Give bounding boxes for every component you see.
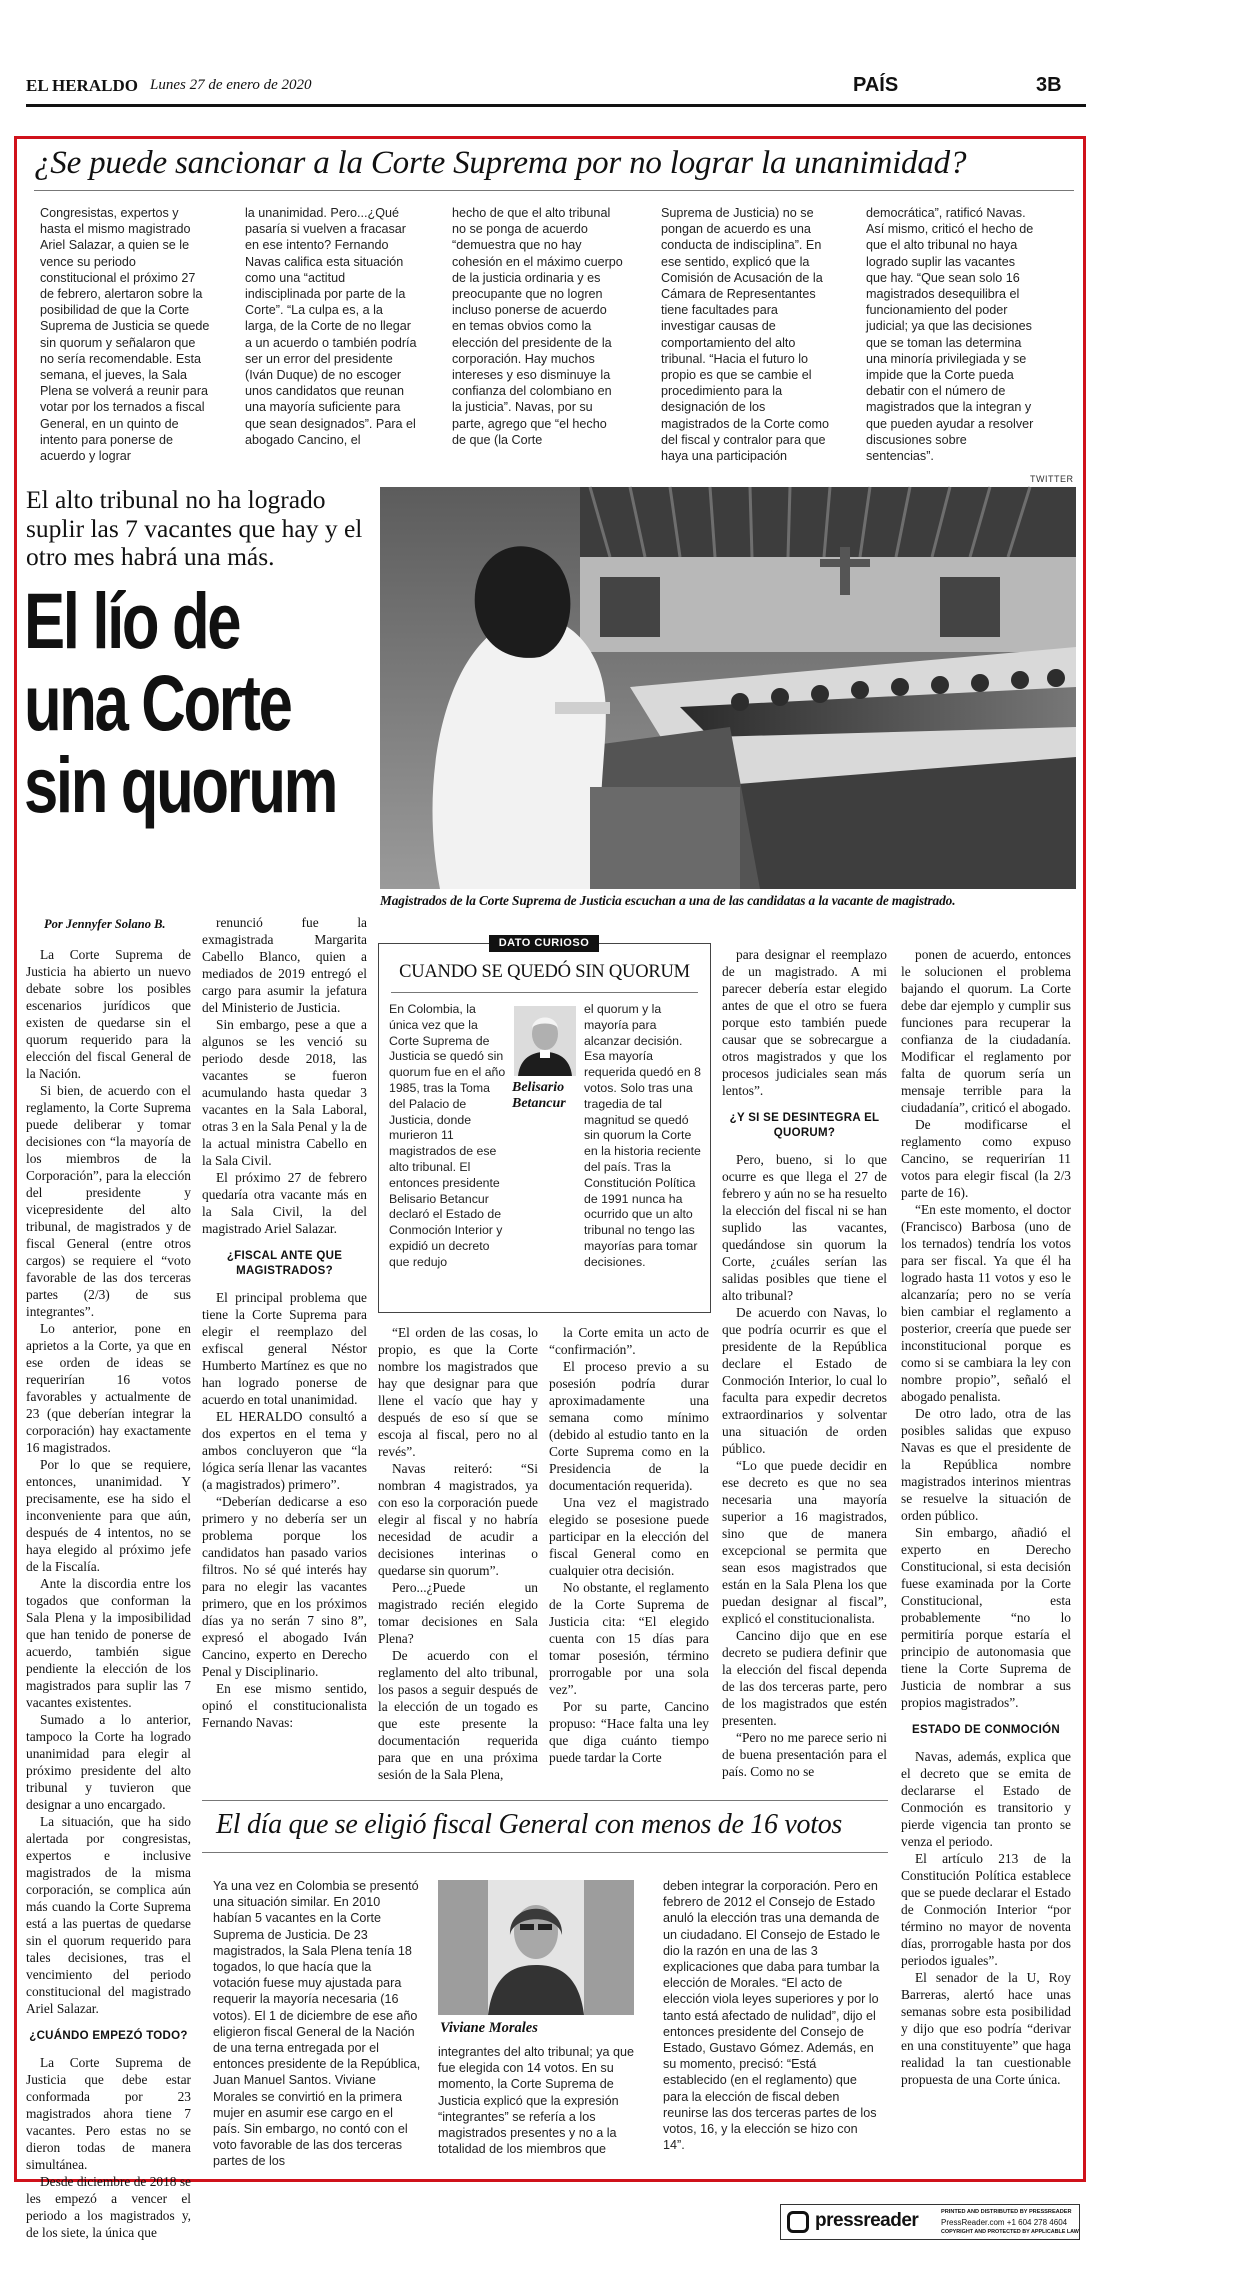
body-col-6 xyxy=(901,946,1071,2168)
top-headline-rule xyxy=(34,190,1074,191)
paragraph: Sin embargo, pese a que a algunos se les venció su periodo desde 2018, las vacantes se fueron acumulando hasta quedar 3 vacantes en la Sala Laboral, otras 3 en la Sala Penal y la de la actual ministra Cabello en la Sala Civil. xyxy=(202,1017,367,1168)
bottom-col-1 xyxy=(213,1878,421,2168)
paragraph: El senador de la U, Roy Barreras, alertó hace unas semanas sobre esta posibilidad y dijo que eso podría “derivar en una constituyente” que haga realidad la tan cuestionable propuesta de una Corte única. xyxy=(901,1970,1071,2087)
body-col-3 xyxy=(378,1324,538,1784)
photo-credit: TWITTER xyxy=(1030,474,1074,484)
paragraph: El principal problema que tiene la Corte Suprema para elegir el reemplazo del exfiscal general Néstor Humberto Martínez es que no han logrado ponerse de acuerdo en total unanimidad. xyxy=(202,1290,367,1407)
bottom-text: deben integrar la corporación. Pero en febrero de 2012 el Consejo de Estado anuló la elección tras una demanda de un ciudadano. El Consejo de Estado le dio la razón en una de las 3 explicaciones que daba para tumbar la elección de Morales. “El acto de elección viola leyes superiores y por lo tanto está afectado de nulidad”, dijo el entonces presidente del Consejo de Estado, Gustavo Gómez. Además, en su momento, precisó: “Está establecido (en el reglamento) que para la elección de fiscal deben reunirse las dos terceras partes de los votos, 16, y la elección se hizo con 14”. xyxy=(663,1879,881,2153)
top-story-col-3 xyxy=(452,205,624,491)
bottom-headline-rule xyxy=(202,1852,888,1853)
edition-date: Lunes 27 de enero de 2020 xyxy=(150,77,312,93)
subhead: ¿Y SI SE DESINTEGRA EL QUORUM? xyxy=(729,1112,880,1139)
paragraph: Navas reiteró: “Si nombran 4 magistrados, ya con eso la corporación puede elegir al fiscal y no habría necesidad de acudir a decisiones interinas o quedarse sin quorum”. xyxy=(378,1461,538,1578)
paragraph: Pero...¿Puede un magistrado recién elegido tomar decisiones en Sala Plena? xyxy=(378,1580,538,1646)
photo-caption: Magistrados de la Corte Suprema de Justicia escuchan a una de las candidatas a la vacante de magistrado. xyxy=(380,893,956,908)
body-col-4 xyxy=(549,1324,709,1784)
subhead: ¿CUÁNDO EMPEZÓ TODO? xyxy=(29,2030,188,2042)
pressreader-brand: pressreader xyxy=(815,2210,919,2231)
main-headline xyxy=(24,576,337,829)
top-story-col-5 xyxy=(866,205,1038,491)
paragraph: La Corte Suprema de Justicia que debe estar conformada por 23 magistrados ahora tiene 7 vacantes. Pero estas no se dieron todas de manera simultánea. xyxy=(26,2055,191,2172)
morales-photo xyxy=(438,1880,634,2015)
paragraph: “Lo que puede decidir en ese decreto es que no sea necesaria una mayoría superior a 16 magistrados, sino que de manera excepcional se permita que sean esos magistrados que están en la Sala Plena los que puedan designar al fiscal”, explicó el constitucionalista. xyxy=(722,1458,887,1626)
paragraph: No obstante, el reglamento de la Corte Suprema de Justicia cita: “El elegido cuenta con 15 días para tomar posesión, término prorrogable por una sola vez”. xyxy=(549,1580,709,1697)
paragraph: De modificarse el reglamento como expuso Cancino, se requerirían 11 votos para elegir fiscal (la 2/3 parte de 16). xyxy=(901,1117,1071,1200)
paragraph: Una vez el magistrado elegido se posesione puede participar en la elección del fiscal General como en cualquier otra decisión. xyxy=(549,1495,709,1578)
sidebar-left-text xyxy=(389,1002,507,1302)
subhead: ESTADO DE CONMOCIÓN xyxy=(912,1724,1060,1736)
paragraph: “Deberían dedicarse a eso primero y no debería ser un problema porque los candidatos han pasado varios filtros. No sé qué interés hay para no elegir las vacantes primero, que en los próximos días ya no serán 7 sino 8”, expresó el abogado Iván Cancino, experto en Derecho Penal y Disciplinario. xyxy=(202,1494,367,1679)
court-session-photo xyxy=(380,487,1076,889)
headline-line: El lío de xyxy=(24,576,240,665)
paragraph: para designar el reemplazo de un magistrado. A mi parecer debería estar elegido antes de que el otro se fuera porque esto también puede causar que se sobrecargue a otros magistrados y que los procesos judiciales sean más lentos”. xyxy=(722,947,887,1098)
sidebar-label: DATO CURIOSO xyxy=(489,935,599,952)
paragraph: El artículo 213 de la Constitución Política establece que se puede declarar el Estado de Conmoción Interior “por término no mayor de noventa días, prorrogable hasta por dos periodos iguales”. xyxy=(901,1851,1071,1968)
paragraph: la Corte emita un acto de “confirmación”. xyxy=(549,1325,709,1357)
paragraph: Sumado a lo anterior, tampoco la Corte ha logrado unanimidad para elegir al próximo presidente del alto tribunal y tuvieron que designar a uno encargado. xyxy=(26,1712,191,1812)
paragraph: Lo anterior, pone en aprietos a la Corte, ya que en ese orden de ideas se requerirían 16 votos favorables y actualmente de 23 (que deberían integrar la corporación) hay exactamente 16 magistrados. xyxy=(26,1321,191,1455)
top-story-headline: ¿Se puede sancionar a la Corte Suprema por no lograr la unanimidad? xyxy=(34,145,967,181)
betancur-name: Belisario Betancur xyxy=(512,1080,566,1111)
paragraph: La situación, que ha sido alertada por congresistas, expertos e inclusive magistrados de la misma corporación, se complica aún más cuando la Corte Suprema está a las puertas de quedarse sin el quorum requerido para tales decisiones, tras el vencimiento del periodo constitucional del magistrado Ariel Salazar. xyxy=(26,1814,191,2016)
bottom-story-headline: El día que se eligió fiscal General con menos de 16 votos xyxy=(216,1809,842,1840)
section-name: PAÍS xyxy=(853,74,899,96)
masthead-rule xyxy=(26,104,1086,107)
paragraph: Por lo que se requiere, entonces, unanimidad. Y precisamente, ese ha sido el inconveniente para que aún, después de 4 intentos, no se haya elegido al próximo jefe de la Fiscalía. xyxy=(26,1457,191,1574)
sidebar-rule xyxy=(391,992,698,993)
body-col-2 xyxy=(202,914,367,1794)
paragraph: El próximo 27 de febrero quedaría otra vacante más en la Sala Civil, la del magistrado Ariel Salazar. xyxy=(202,1170,367,1236)
footer-line-3: COPYRIGHT AND PROTECTED BY APPLICABLE LAW xyxy=(941,2229,1079,2235)
sidebar-text: En Colombia, la única vez que la Corte Suprema de Justicia se quedó sin quorum fue en el año 1985, tras la Toma del Palacio de Justicia, donde murieron 11 magistrados de ese alto tribunal. El entonces presidente Belisario Betancur declaró el Estado de Conmoción Interior y expidió un decreto que redujo xyxy=(389,1002,506,1269)
kicker: El alto tribunal no ha logrado suplir las 7 vacantes que hay y el otro mes habrá una más. xyxy=(26,485,363,571)
top-col-text: Suprema de Justicia) no se pongan de acuerdo es una conducta de indisciplina”. En ese sentido, explicó que la Comisión de Acusación de la Cámara de Representantes tiene facultades para investigar causas de comportamiento del alto tribunal. “Hacia el futuro lo propio es que se cambie el procedimiento para la designación de los magistrados de la Corte como del fiscal y contralor para que haya una participación xyxy=(661,206,829,464)
paragraph: De acuerdo con el reglamento del alto tribunal, los pasos a seguir después de la elección de un togado es que este presente la documentación requerida para que en una próxima sesión de la Sala Plena, xyxy=(378,1648,538,1782)
top-col-text: democrática”, ratificó Navas. Así mismo, criticó el hecho de que el alto tribunal no haya logrado suplir las vacantes que hay. “Que sean solo 16 magistrados desequilibra el funcionamiento del poder judicial; ya que las decisiones que se toman las determina una minoría privilegiada y se impide que la Corte pueda debatir con el número de magistrados que la integran y que pueden ayudar a resolver discusiones sobre sentencias”. xyxy=(866,206,1034,464)
paragraph: “En este momento, el doctor (Francisco) Barbosa (uno de los ternados) tendría los votos para ser fiscal. Ya que él ha logrado hasta 11 votos y eso le alcanzaría; pero no se vería bien cambiar el reglamento a posterior, creería que puede ser inconstitucional porque es como si se cambiara la ley con nombre propio”, señaló el abogado penalista. xyxy=(901,1202,1071,1404)
top-col-text: Congresistas, expertos y hasta el mismo magistrado Ariel Salazar, a quien se le vence su periodo constitucional el próximo 27 de febrero, alertaron sobre la posibilidad de que la Corte Suprema de Justicia se quede sin quorum y señalaron que no sería recomendable. Esta semana, el jueves, la Sala Plena se volverá a reunir para votar por los ternados a fiscal General, en un quinto de intento para ponerse de acuerdo y lograr xyxy=(40,206,210,464)
paragraph: De acuerdo con Navas, lo que podría ocurrir es que el presidente de la República declare el Estado de Conmoción Interior, lo cual lo faculta para expedir decretos extraordinarios y solventar una situación de orden público. xyxy=(722,1305,887,1456)
court-session-illustration xyxy=(380,487,1076,889)
headline-line: una Corte xyxy=(24,658,291,747)
pressreader-footer xyxy=(780,2204,1080,2240)
footer-line-2: PressReader.com +1 604 278 4604 xyxy=(941,2218,1068,2227)
bottom-col-3 xyxy=(663,1878,881,2168)
paragraph: El proceso previo a su posesión podría durar aproximadamente una semana como mínimo (debido al estudio tanto en la Corte Suprema como en la Presidencia de la documentación requerida). xyxy=(549,1359,709,1493)
paragraph: En ese mismo sentido, opinó el constitucionalista Fernando Navas: xyxy=(202,1681,367,1730)
sidebar-title: CUANDO SE QUEDÓ SIN QUORUM xyxy=(399,962,690,982)
footer-line-1: PRINTED AND DISTRIBUTED BY PRESSREADER xyxy=(941,2209,1072,2215)
subhead: ¿FISCAL ANTE QUE MAGISTRADOS? xyxy=(226,1250,343,1277)
paper-name: EL HERALDO xyxy=(26,76,138,95)
paragraph: Por su parte, Cancino propuso: “Hace falta una ley que diga cuánto tiempo puede tardar la Corte xyxy=(549,1699,709,1765)
paragraph: Navas, además, explica que el decreto que se emita de declararse el Estado de Conmoción es transitorio y pierde vigencia tan pronto se venza el periodo. xyxy=(901,1749,1071,1849)
masthead xyxy=(26,76,1086,106)
body-col-5 xyxy=(722,946,887,1786)
morales-name: Viviane Morales xyxy=(440,2020,538,2036)
top-col-text: hecho de que el alto tribunal no se ponga de acuerdo “demuestra que no hay cohesión en el máximo cuerpo de la justicia ordinaria y es preocupante que no logren incluso ponerse de acuerdo en temas obvios como la elección del presidente de la corporación. Hay muchos intereses y eso disminuye la confianza del colombiano en la justicia”. Navas, por su parte, agrego que “el hecho de que (la Corte xyxy=(452,206,623,447)
top-story-col-2 xyxy=(245,205,417,491)
paragraph: Si bien, de acuerdo con el reglamento, la Corte Suprema puede deliberar y tomar decisiones con “la mayoría de los miembros de la Corporación”, para la elección del presidente y vicepresidente del alto tribunal, de magistrados y de fiscal General (entre otros cargos) se requiere el “voto favorable de las dos terceras partes (2/3) de sus integrantes”. xyxy=(26,1083,191,1319)
betancur-photo xyxy=(514,1006,576,1076)
paragraph: EL HERALDO consultó a dos expertos en el tema y ambos concluyeron que “la lógica sería llenar las vacantes (a magistrados) primero”. xyxy=(202,1409,367,1492)
portrait-illustration xyxy=(514,1006,576,1076)
headline-line: sin quorum xyxy=(24,740,337,829)
paragraph: “Pero no me parece serio ni de buena presentación para el país. Como no se xyxy=(722,1730,887,1779)
paragraph: Desde diciembre de 2018 se les empezó a vencer el periodo a los magistrados y, de los siete, la única que xyxy=(26,2174,191,2240)
bottom-col-2 xyxy=(438,2044,644,2168)
paragraph: renunció fue la exmagistrada Margarita Cabello Blanco, quien a mediados de 2019 entregó el cargo para asumir la jefatura del Ministerio de Justicia. xyxy=(202,915,367,1015)
portrait-illustration xyxy=(438,1880,634,2015)
paragraph: Ante la discordia entre los togados que conforman la Sala Plena y la imposibilidad que han tenido de ponerse de acuerdo, también sigue pendiente la elección de los magistrados para suplir las 7 vacantes existentes. xyxy=(26,1576,191,1710)
byline: Por Jennyfer Solano B. xyxy=(44,917,166,931)
sidebar-right-text xyxy=(584,1002,702,1302)
paragraph: “El orden de las cosas, lo propio, es que la Corte nombre los magistrados que hay que designar para que llene el vacío que hay y después de eso sí que se escoja al fiscal, pero no al revés”. xyxy=(378,1325,538,1459)
top-col-text: la unanimidad. Pero...¿Qué pasaría si vuelven a fracasar en ese intento? Fernando Navas califica esta situación como una “actitud indisciplinada por parte de la Corte”. “La culpa es, a la larga, de la Corte de no llegar a un acuerdo o también podría ser un error del presidente (Iván Duque) de no escoger unos candidatos que reunan una mayoría suficiente para que sean designados”. Para el abogado Cancino, el xyxy=(245,206,417,447)
paragraph: Pero, bueno, si lo que ocurre es que llega el 27 de febrero y aún no se ha resuelto la elección del fiscal ni se han suplido las vacantes, quedándose sin quorum la Corte, ¿cuáles serían las salidas posibles que tiene el alto tribunal? xyxy=(722,1152,887,1303)
top-story-col-4 xyxy=(661,205,833,491)
paragraph: Sin embargo, añadió el experto en Derecho Constitucional, si esta decisión fuese examinada por la Corte Constitucional, esta probablemente “no lo permitiría porque estaría el principio de autonomasia que tiene la Corte Suprema de Justicia de nombrar a sus propios magistrados”. xyxy=(901,1525,1071,1710)
paragraph: Cancino dijo que en ese decreto se pudiera definir que la elección del fiscal dependa de las dos terceras parte, pero de los magistrados que estén presenten. xyxy=(722,1628,887,1728)
bottom-text: integrantes del alto tribunal; ya que fue elegida con 14 votos. En su momento, la Corte Suprema de Justicia explicó que la expresión “integrantes” se refería a los magistrados presentes y no a la totalidad de los miembros que xyxy=(438,2045,635,2157)
sidebar-text: el quorum y la mayoría para alcanzar decisión. Esa mayoría requerida quedó en 8 votos. Solo tras una tragedia de tal magnitud se quedó sin quorum la Corte en la historia reciente del país. Tras la Constitución Política de 1991 nunca ha ocurrido que un alto tribunal no tengo las mayorías para tomar decisiones. xyxy=(584,1002,701,1269)
body-col-1 xyxy=(26,946,191,2240)
paragraph: De otro lado, otra de las posibles salidas que expuso Navas es que el presidente de la República nombre magistrados interinos mientras se resuelve la situación de orden público. xyxy=(901,1406,1071,1523)
top-story-col-1 xyxy=(40,205,210,491)
sidebar-box xyxy=(378,937,711,1313)
bottom-story-top-rule xyxy=(202,1800,888,1801)
page-number: 3B xyxy=(1036,74,1062,96)
paragraph: ponen de acuerdo, entonces le solucionen el problema bajando el quorum. La Corte debe dar ejemplo y cumplir sus funciones para recuperar la confianza de la ciudadanía. Modificar el reglamento por falta de quorum sería un mensaje terrible para la ciudadanía”, criticó el abogado. xyxy=(901,947,1071,1115)
paragraph: La Corte Suprema de Justicia ha abierto un nuevo debate sobre los posibles escenarios jurídicos que existen de quedarse sin el quorum requerido para la elección del fiscal General de la Nación. xyxy=(26,947,191,1081)
pressreader-logo-icon xyxy=(787,2211,809,2233)
bottom-text: Ya una vez en Colombia se presentó una situación similar. En 2010 habían 5 vacantes en la Corte Suprema de Justicia. De 23 magistrados, la Sala Plena tenía 18 togados, lo que hacía que la votación fuese muy ajustada para requerir la mayoría necesaria (16 votos). El 1 de diciembre de ese año eligieron fiscal General de la Nación de una terna entregada por el entonces presidente de la República, Juan Manuel Santos. Viviane Morales se convirtió en la primera mujer en asumir ese cargo en el país. Sin embargo, no contó con el voto favorable de las dos terceras partes de los xyxy=(213,1879,421,2169)
